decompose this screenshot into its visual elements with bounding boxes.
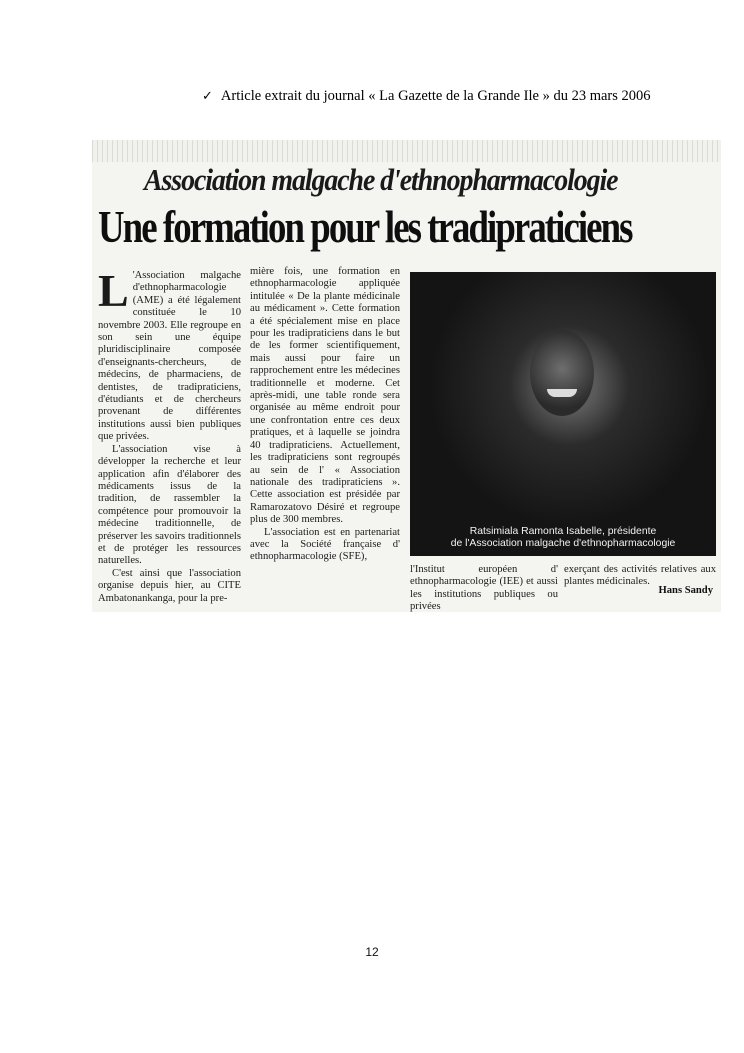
article-kicker: Association malgache d'ethnopharmacologie [144, 162, 618, 197]
column-2-paragraph-1: mière fois, une formation en ethnopharmacologie appliquée intitulée « De la plante médicinale au médicament ». Cette formation a été spécialement mise en place pour les tradipraticiens dans le but de les former scientifiquement, mais aussi pour faire un rapprochement entre les médecines traditionnelle et moderne. Cet après-midi, une table ronde sera organisée au même endroit pour une confrontation entre ces deux pratiques, et à laquelle se joindra 40 tradipraticiens. Actuellement, les tradipraticiens sont regroupés au sein de l' « Association nationale des tradipraticiens ». Cette association est présidée par Ramarozatovo Désiré et regroupe plus de 300 membres. [250, 266, 400, 526]
column-1-paragraph-1: L 'Association malgache d'ethnopharmacologie (AME) a été légalement constituée le 10 novembre 2003. Elle regroupe en son sein une équipe pluridisciplinaire composée d'enseignants-chercheurs, de médecins, de pharmaciens, de dentistes, de tradipraticiens, d'étudiants et de chercheurs provenant de différentes institutions aussi bien publiques que privées. [98, 265, 241, 443]
column-1-paragraph-3: C'est ainsi que l'association organise depuis hier, au CITE Ambatonankanga, pour la pre- [98, 567, 241, 604]
portrait-photo [410, 272, 716, 556]
clipping-caption [202, 88, 651, 105]
portrait-face [530, 330, 594, 416]
article-signature: Hans Sandy [658, 585, 713, 596]
column-3-text: l'Institut européen d' ethnopharmacologie (IEE) et aussi les institutions publiques ou privées [410, 564, 558, 612]
newspaper-clipping [92, 140, 721, 612]
scan-noise [92, 140, 721, 162]
page-number: 12 [365, 945, 379, 959]
column-1-paragraph-2: L'association vise à développer la recherche et leur application afin d'élaborer des médicaments issus de la tradition, de rassembler la compétence pour promouvoir la médecine traditionnelle, de préserver les savoirs traditionnels et de protéger les ressources naturelles. [98, 443, 241, 567]
article-column-3 [410, 564, 558, 612]
check-icon: ✓ [202, 89, 213, 104]
column-2-paragraph-2: L'association est en partenariat avec la Société française d' ethnopharmacologie (SFE), [250, 526, 400, 563]
photo-caption-line-2: de l'Association malgache d'ethnopharmacologie [450, 538, 676, 549]
column-4-text: exerçant des activités relatives aux plantes médicinales. [564, 564, 716, 588]
photo-caption-line-1: Ratsimiala Ramonta Isabelle, présidente [469, 526, 657, 537]
article-column-1 [98, 265, 241, 605]
caption-text: Article extrait du journal « La Gazette de la Grande Ile » du 23 mars 2006 [220, 88, 651, 104]
portrait-smile [547, 389, 577, 397]
article-headline: Une formation pour les tradipraticiens [98, 201, 632, 252]
drop-cap: L [98, 265, 129, 316]
photo-caption [410, 526, 716, 550]
article-column-2 [250, 266, 400, 564]
